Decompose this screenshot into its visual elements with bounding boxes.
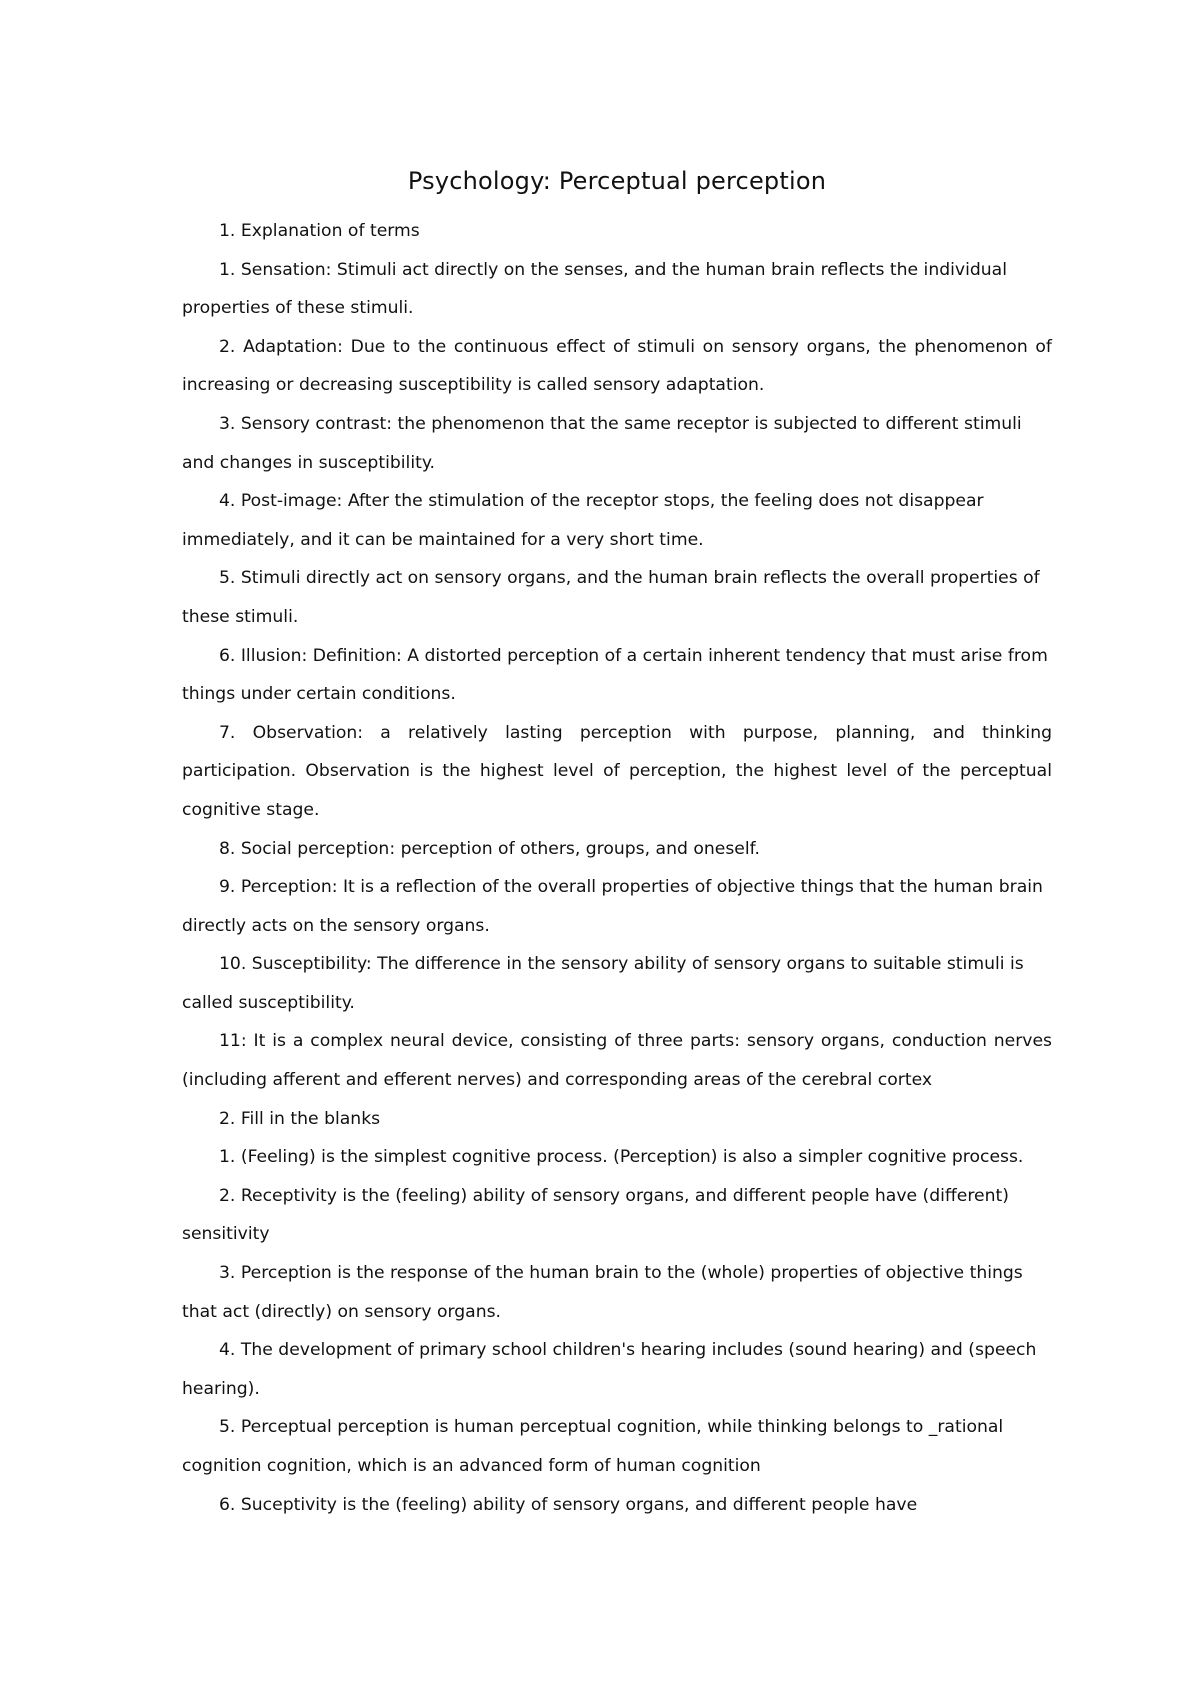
paragraph: 11: It is a complex neural device, consisting of three parts: sensory organs, conduction nerves (including afferent and efferent nerves) and corresponding areas of the cerebral cortex bbox=[182, 1031, 1052, 1091]
paragraph: 3. Sensory contrast: the phenomenon that the same receptor is subjected to different stimuli and changes in susceptibility. bbox=[182, 413, 1022, 473]
paragraph: 2. Fill in the blanks bbox=[219, 1108, 381, 1129]
paragraph: 6. Illusion: Definition: A distorted perception of a certain inherent tendency that must arise from things under certain conditions. bbox=[182, 645, 1048, 705]
paragraph: 5. Perceptual perception is human perceptual cognition, while thinking belongs to _rational cognition cognition, which is an advanced form of human cognition bbox=[182, 1417, 1004, 1476]
paragraph: 1. (Feeling) is the simplest cognitive process. (Perception) is also a simpler cognitive process. bbox=[219, 1147, 1024, 1168]
document-title: Psychology: Perceptual perception bbox=[407, 167, 827, 195]
paragraph: 3. Perception is the response of the human brain to the (whole) properties of objective things that act (directly) on sensory organs. bbox=[182, 1263, 1023, 1322]
paragraph: 4. The development of primary school children's hearing includes (sound hearing) and (speech hearing). bbox=[182, 1340, 1037, 1399]
paragraph: 5. Stimuli directly act on sensory organs, and the human brain reflects the overall properties of these stimuli. bbox=[182, 568, 1040, 627]
paragraph: 2. Adaptation: Due to the continuous effect of stimuli on sensory organs, the phenomenon of increasing or decreasing susceptibility is called sensory adaptation. bbox=[182, 336, 1052, 396]
paragraph: 2. Receptivity is the (feeling) ability of sensory organs, and different people have (different) sensitivity bbox=[182, 1185, 1009, 1245]
paragraph: 1. Sensation: Stimuli act directly on the senses, and the human brain reflects the individual properties of these stimuli. bbox=[182, 259, 1007, 319]
document-body bbox=[182, 212, 1052, 1524]
paragraph: 1. Explanation of terms bbox=[219, 221, 420, 241]
paragraph: 6. Suceptivity is the (feeling) ability of sensory organs, and different people have bbox=[219, 1494, 918, 1515]
paragraph: 7. Observation: a relatively lasting perception with purpose, planning, and thinking participation. Observation is the highest level of perception, the highest level of the perceptual cognitive stage. bbox=[182, 722, 1052, 820]
paragraph: 9. Perception: It is a reflection of the overall properties of objective things that the human brain directly acts on the sensory organs. bbox=[182, 877, 1043, 936]
paragraph: 8. Social perception: perception of others, groups, and oneself. bbox=[219, 838, 760, 859]
paragraph: 4. Post-image: After the stimulation of the receptor stops, the feeling does not disappear immediately, and it can be maintained for a very short time. bbox=[182, 491, 984, 550]
paragraph: 10. Susceptibility: The difference in the sensory ability of sensory organs to suitable stimuli is called susceptibility. bbox=[182, 954, 1024, 1013]
